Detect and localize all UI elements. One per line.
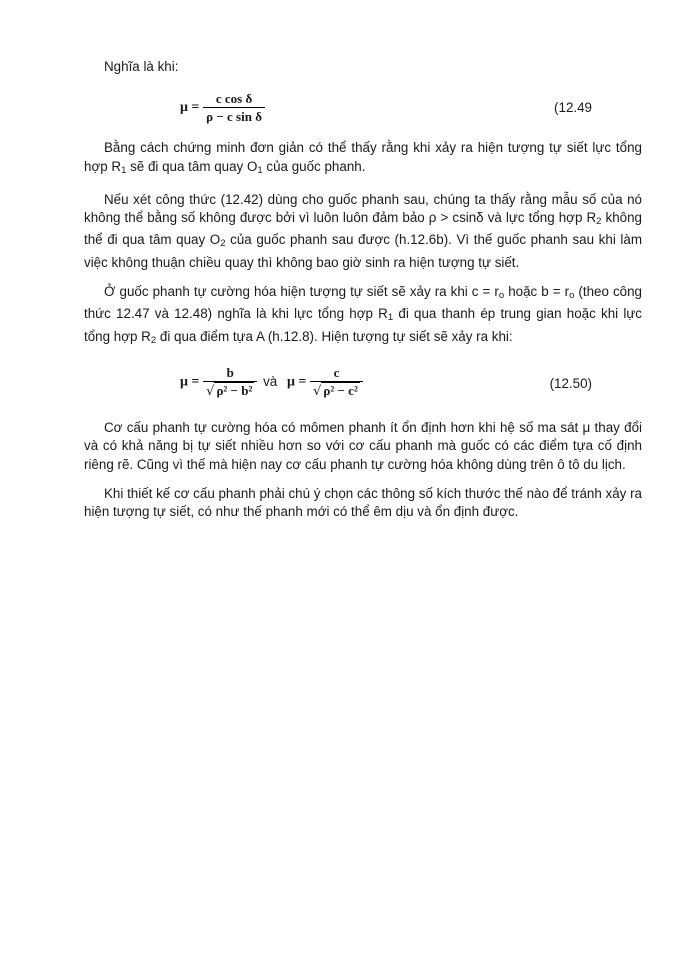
paragraph-5: Khi thiết kế cơ cấu phanh phải chú ý chọn các thông số kích thước thế nào để tránh xảy ra hiện tượng tự siết, có như thế phanh mới có thể êm dịu và ổn định được.	[84, 485, 642, 520]
paragraph-3: Ở guốc phanh tự cường hóa hiện tượng tự siết sẽ xảy ra khi $c = r_o$ hoặc $b = r_o$ (theo công thức 12.47 và 12.48) nghĩa là khi lực tổng hợp $R_1$ đi qua thanh ép trung gian hoặc khi lực tổng hợp $R_2$ đi qua điểm tựa A (h.12.8). Hiện tượng tự siết sẽ xảy ra khi:	[84, 284, 642, 346]
equation-body	[180, 91, 265, 125]
equation-number: (12.49	[554, 100, 592, 116]
paragraph-1: Bằng cách chứng minh đơn giản có thể thấy rằng khi xảy ra hiện tượng tự siết lực tổng hợp $R_1$ sẽ đi qua tâm quay $O_1$ của guốc phanh.	[84, 140, 642, 176]
fraction-numerator: c cos δ	[215, 91, 253, 107]
text-column	[84, 58, 642, 532]
equation-lhs: μ =	[180, 100, 200, 116]
fraction-denominator: √ ρ² − b²	[203, 381, 257, 400]
equation-number: (12.50)	[549, 375, 592, 391]
fraction-denominator: √ ρ² − c²	[310, 381, 363, 400]
conjunction-text: và	[263, 374, 278, 390]
equation-fraction-c	[310, 365, 363, 400]
equation-lhs-2: μ =	[286, 374, 307, 390]
equation-12-50	[84, 361, 642, 411]
paragraph-4: Cơ cấu phanh tự cường hóa có mômen phanh ít ổn định hơn khi hệ số ma sát μ thay đổi và có khả năng bị tự siết nhiều hơn so với cơ cấu phanh mà guốc có các điểm tựa cố định riêng rẽ. Cũng vì thế mà hiện nay cơ cấu phanh tự cường hóa không dùng trên ô tô du lịch.	[84, 419, 642, 472]
equation-12-49	[84, 87, 642, 131]
equation-fraction-b	[203, 365, 257, 400]
intro-paragraph: Nghĩa là khi:	[104, 59, 179, 74]
fraction-denominator: ρ − c sin δ	[203, 107, 265, 125]
fraction-numerator: b	[226, 364, 234, 380]
paragraph-2: Nếu xét công thức (12.42) dùng cho guốc phanh sau, chúng ta thấy rằng mẫu số của nó không thể bằng số không được bởi vì luôn luôn đảm bảo ρ > csinδ và lực tổng hợp $R_2$ không thể đi qua tâm quay $O_2$ của guốc phanh sau được (h.12.6b). Vì thế guốc phanh sau khi làm việc không thuận chiều quay thì không bao giờ sinh ra hiện tượng tự siết.	[84, 191, 642, 270]
equation-lhs: μ =	[180, 374, 200, 390]
equation-body	[180, 365, 363, 400]
equation-fraction	[203, 91, 265, 125]
fraction-numerator: c	[333, 364, 340, 380]
